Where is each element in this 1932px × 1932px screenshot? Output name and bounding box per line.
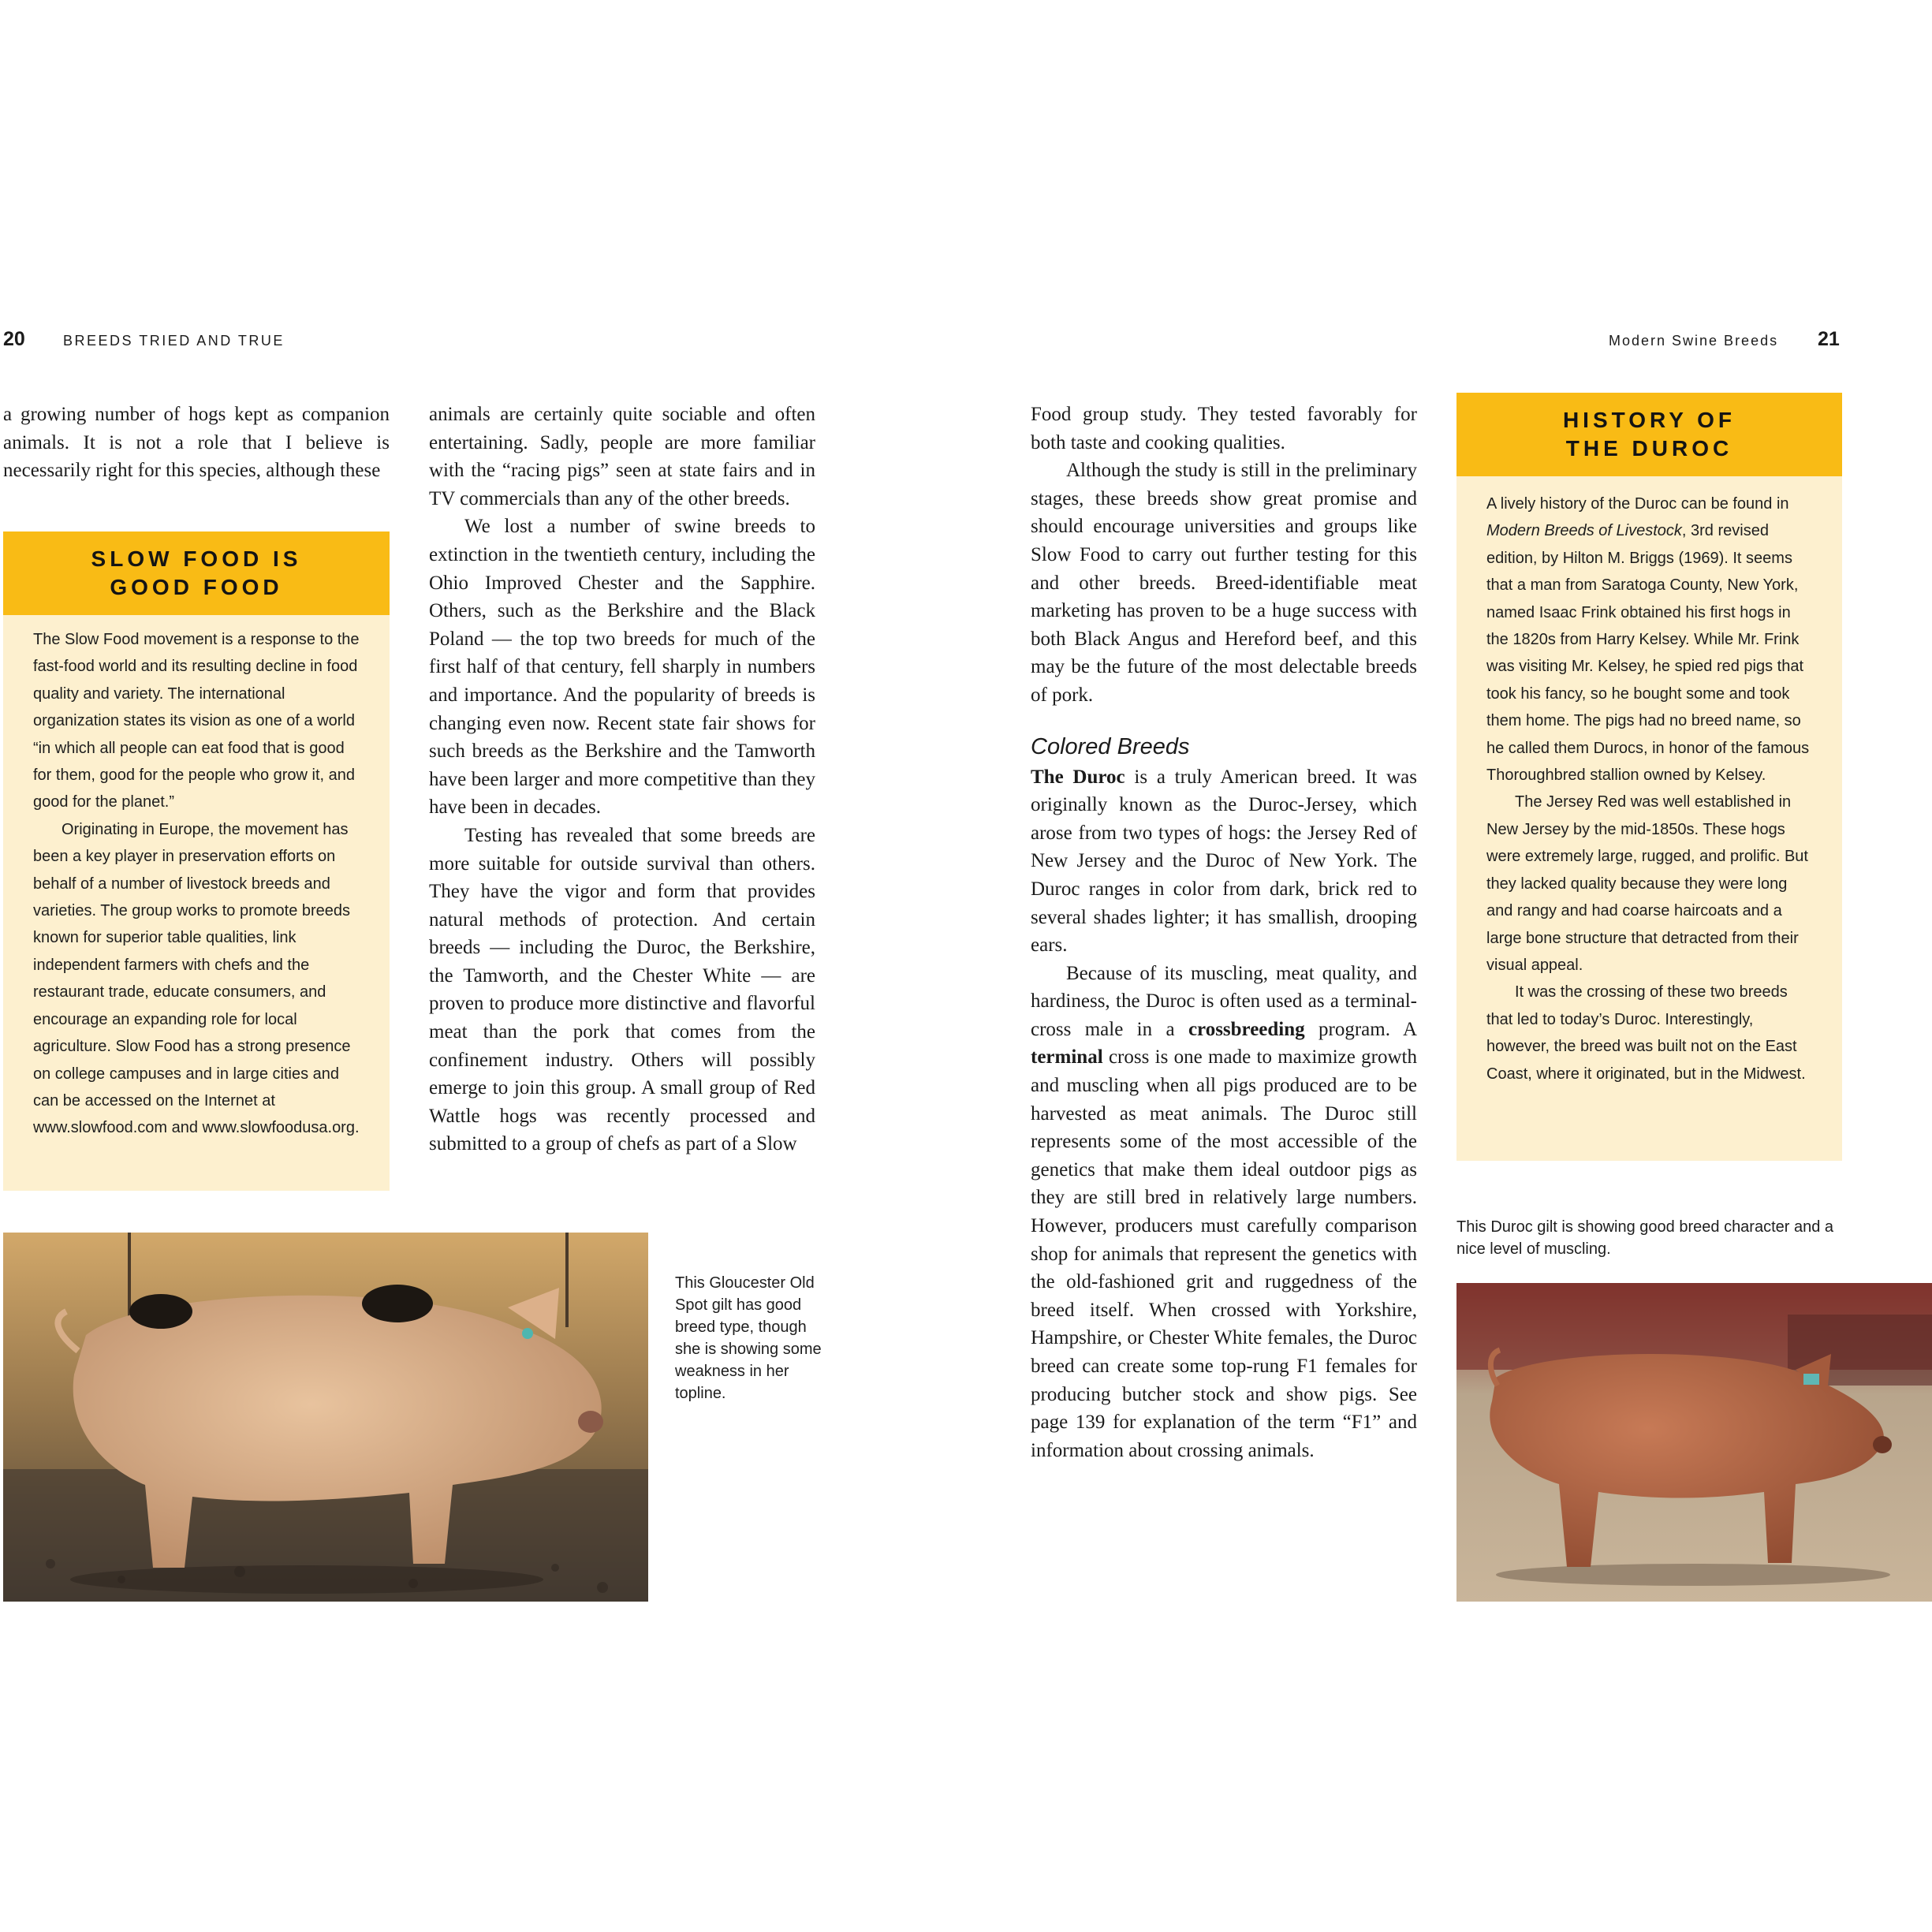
sidebar-title-line: SLOW FOOD IS	[91, 546, 302, 571]
gloucester-old-spot-photo	[3, 1233, 648, 1602]
sidebar-paragraph: It was the crossing of these two breeds that led to today’s Duroc. Interestingly, however, the breed was built not on the East Coast, where it originated, but in the Midwest.	[1486, 983, 1806, 1083]
left-column-1	[3, 401, 390, 485]
sidebar-paragraph: The Jersey Red was well established in New Jersey by the mid-1850s. These hogs were extremely large, rugged, and prolific. But they lacked quality because they were long and rangy and had coarse haircoats and a large bone structure that detracted from their visual appeal.	[1486, 793, 1808, 974]
sidebar-title-line: THE DUROC	[1565, 436, 1733, 461]
bold-term: The Duroc	[1031, 766, 1125, 788]
body-paragraph: We lost a number of swine breeds to extinction in the twentieth century, including the Ohio Improved Chester and the Sapphire. Others, such as the Berkshire and the Black Poland — the top two breeds for much of the first half of that century, fell sharply in numbers and importance. And the popularity of breeds is changing even now. Recent state fair shows for such breeds as the Berkshire and the Tamworth have been larger and more competitive than they have been in decades.	[429, 516, 815, 819]
body-paragraph: animals are certainly quite sociable and often entertaining. Sadly, people are more familiar with the “racing pigs” seen at state fairs and in TV commercials than any of the other breeds.	[429, 404, 815, 509]
sidebar-paragraph	[1486, 490, 1814, 789]
duroc-history-sidebar	[1456, 393, 1842, 1161]
text-run: cross is one made to maximize growth and muscling when all pigs produced are to be harvested as meat animals. The Duroc still represents some of the most accessible of the genetics that make them ideal outdoor pigs as they are still bred in relatively large numbers. However, producers must carefully comparison shop for animals that represent the genetics with the old-fashioned grit and ruggedness of the breed itself. When crossed with Yorkshire, Hampshire, or Chester White females, the Duroc breed can create some top-rung F1 females for producing butcher stock and show pigs. See page 139 for explanation of the term “F1” and information about crossing animals.	[1031, 1046, 1417, 1461]
sidebar-title	[1456, 393, 1842, 476]
section-subhead: Colored Breeds	[1031, 733, 1190, 759]
text-run: A lively history of the Duroc can be found in	[1486, 495, 1789, 513]
photo-caption-right: This Duroc gilt is showing good breed character and a nice level of muscling.	[1456, 1218, 1834, 1258]
left-column-2	[429, 401, 815, 1158]
body-paragraph: Food group study. They tested favorably for both taste and cooking qualities.	[1031, 404, 1417, 453]
page-number-right: 21	[1818, 328, 1840, 350]
text-run: Because of its muscling, meat quality, and hardiness, the Duroc is often used as a terminal-cross male in a	[1031, 962, 1417, 1040]
sidebar-title-line: HISTORY OF	[1562, 408, 1736, 432]
sidebar-body	[3, 615, 390, 1142]
duroc-photo	[1456, 1283, 1932, 1602]
body-paragraph	[1031, 960, 1417, 1465]
book-title: Modern Breeds of Livestock	[1486, 522, 1682, 540]
text-run: program. A	[1304, 1018, 1417, 1040]
sidebar-title	[3, 531, 390, 615]
running-head-right: Modern Swine Breeds	[1609, 333, 1779, 349]
text-run: is a truly American breed. It was originally known as the Duroc-Jersey, which arose from two types of hogs: the Jersey Red of New Jersey and the Duroc of New York. The Duroc ranges in color from dark, brick red to several shades lighter; it has smallish, drooping ears.	[1031, 766, 1418, 957]
bold-term: terminal	[1031, 1046, 1103, 1069]
page-number-left: 20	[3, 328, 25, 350]
body-paragraph: Testing has revealed that some breeds are more suitable for outside survival than others. They have the vigor and form that provides natural methods of protection. And certain breeds — including the Duroc, the Berkshire, the Tamworth, and the Chester White — are proven to produce more distinctive and flavorful meat than the pork that comes from the confinement industry. Others will possibly emerge to join this group. A small group of Red Wattle hogs was recently processed and submitted to a group of chefs as part of a Slow	[429, 824, 815, 1155]
pig-photo-illustration	[3, 1233, 648, 1602]
slow-food-sidebar	[3, 531, 390, 1191]
sidebar-title-line: GOOD FOOD	[110, 575, 283, 599]
body-paragraph: a growing number of hogs kept as companion animals. It is not a role that I believe is necessarily right for this species, although these	[3, 404, 390, 482]
text-run: , 3rd revised edition, by Hilton M. Briggs (1969). It seems that a man from Saratoga County, New York, named Isaac Frink obtained his first hogs in the 1820s from Harry Kelsey. While Mr. Frink was visiting Mr. Kelsey, he spied red pigs that took his fancy, so he bought some and took them home. The pigs had no breed name, so he called them Durocs, in honor of the famous Thoroughbred stallion owned by Kelsey.	[1486, 522, 1810, 785]
sidebar-body	[1456, 476, 1842, 1087]
bold-term: crossbreeding	[1188, 1018, 1305, 1040]
body-paragraph: Although the study is still in the preliminary stages, these breeds show great promise and should encourage universities and groups like Slow Food to carry out further testing for this and other breeds. Breed-identifiable meat marketing has proven to be a huge success with both Black Angus and Hereford beef, and this may be the future of the most delectable breeds of pork.	[1031, 460, 1417, 706]
right-column-1	[1031, 401, 1417, 1464]
pig-photo-illustration	[1456, 1283, 1932, 1602]
photo-caption-left: This Gloucester Old Spot gilt has good breed type, though she is showing some weakness in her topline.	[675, 1274, 822, 1402]
sidebar-paragraph: Originating in Europe, the movement has been a key player in preservation efforts on behalf of a number of livestock breeds and varieties. The group works to promote breeds known for superior table qualities, link independent farmers with chefs and the restaurant trade, educate consumers, and encourage an expanding role for local agriculture. Slow Food has a strong presence on college campuses and in large cities and can be accessed on the Internet at www.slowfood.com and www.slowfoodusa.org.	[33, 820, 360, 1137]
sidebar-paragraph: The Slow Food movement is a response to the fast-food world and its resulting decline in food quality and variety. The international organization states its vision as one of a world “in which all people can eat food that is good for them, good for the people who grow it, and good for the planet.”	[33, 631, 360, 811]
running-head-left: BREEDS TRIED AND TRUE	[63, 333, 285, 349]
body-paragraph	[1031, 763, 1417, 960]
